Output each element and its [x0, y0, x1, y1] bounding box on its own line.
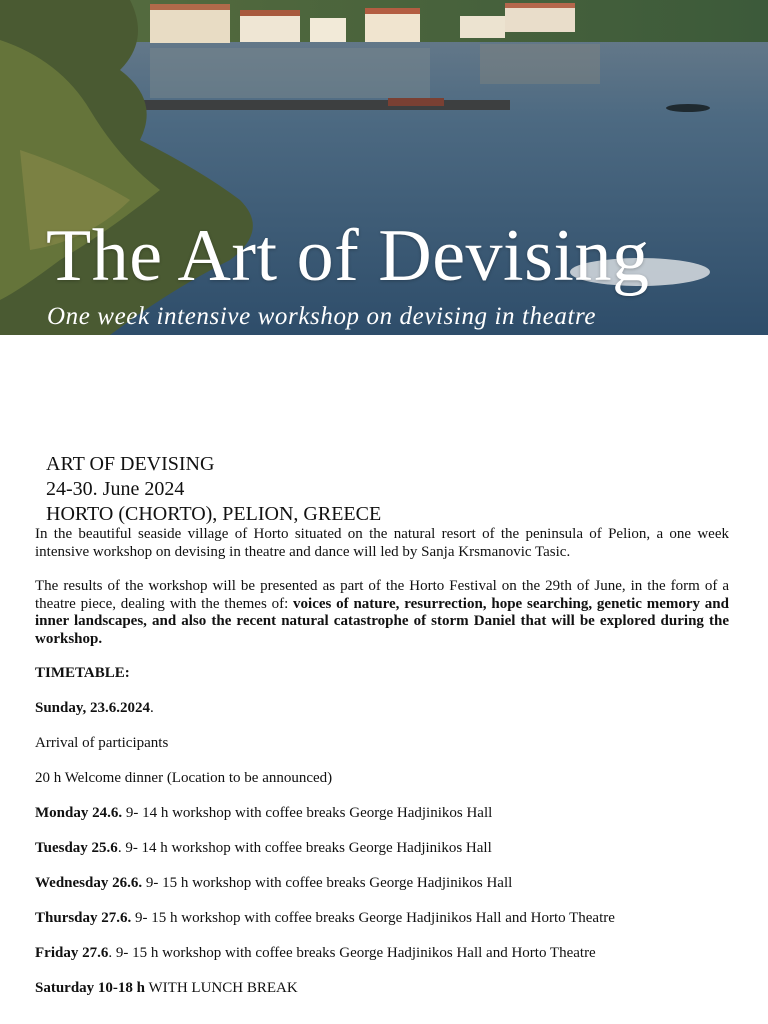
pier [140, 100, 510, 110]
day-label: Saturday 10-18 h [35, 980, 146, 996]
sunday-row [35, 700, 154, 717]
day-label: Thursday 27.6. [35, 910, 132, 926]
body-text [35, 526, 729, 648]
day-detail: . 9- 15 h workshop with coffee breaks George Hadjinikos Hall and Horto Theatre [108, 945, 596, 961]
schedule-row-friday [35, 945, 596, 962]
boat-icon [666, 104, 710, 112]
day-label: Monday 24.6. [35, 805, 123, 821]
day-detail: . 9- 14 h workshop with coffee breaks George Hadjinikos Hall [117, 840, 492, 856]
day-detail: 9- 15 h workshop with coffee breaks George Hadjinikos Hall [142, 875, 513, 891]
themes-text: voices of nature, resurrection, hope searching, genetic memory and inner landscapes, and also the recent natural catastrophe of storm Daniel that will be explored during the workshop. [35, 595, 729, 647]
event-location: HORTO (CHORTO), PELION, GREECE [46, 503, 382, 525]
day-label: Tuesday 25.6 [35, 840, 118, 856]
hero-subtitle: One week intensive workshop on devising in theatre [47, 303, 597, 330]
schedule-row-saturday [35, 980, 298, 997]
event-dates: 24-30. June 2024 [46, 478, 185, 500]
day-detail: WITH LUNCH BREAK [145, 980, 298, 996]
schedule-row-wednesday [35, 875, 512, 892]
results-paragraph [35, 578, 729, 648]
hero-banner [0, 0, 768, 335]
sunday-dot: . [150, 700, 154, 716]
day-label: Friday 27.6 [35, 945, 109, 961]
event-heading [46, 452, 381, 527]
schedule-row-thursday [35, 910, 615, 927]
day-label: Wednesday 26.6. [35, 875, 143, 891]
schedule-row-tuesday [35, 840, 492, 857]
sunday-label: Sunday, 23.6.2024 [35, 700, 151, 716]
arrival-row: Arrival of participants [35, 735, 169, 751]
hero-title: The Art of Devising [46, 215, 650, 297]
day-detail: 9- 15 h workshop with coffee breaks George Hadjinikos Hall and Horto Theatre [131, 910, 615, 926]
timetable-heading: TIMETABLE: [35, 665, 130, 681]
schedule-row-monday [35, 805, 492, 822]
event-name: ART OF DEVISING [46, 453, 215, 475]
intro-paragraph: In the beautiful seaside village of Horto situated on the natural resort of the peninsula of Pelion, a one week intensive workshop on devising in theatre and dance will led by Sanja Krsmanovic Tasic. [35, 526, 729, 560]
day-detail: 9- 14 h workshop with coffee breaks George Hadjinikos Hall [122, 805, 493, 821]
results-text: The results of the workshop will be presented as part of the Horto Festival on the 29th of June, in the form of a theatre piece, dealing with the themes of: [35, 578, 729, 612]
dinner-row: 20 h Welcome dinner (Location to be announced) [35, 770, 333, 786]
